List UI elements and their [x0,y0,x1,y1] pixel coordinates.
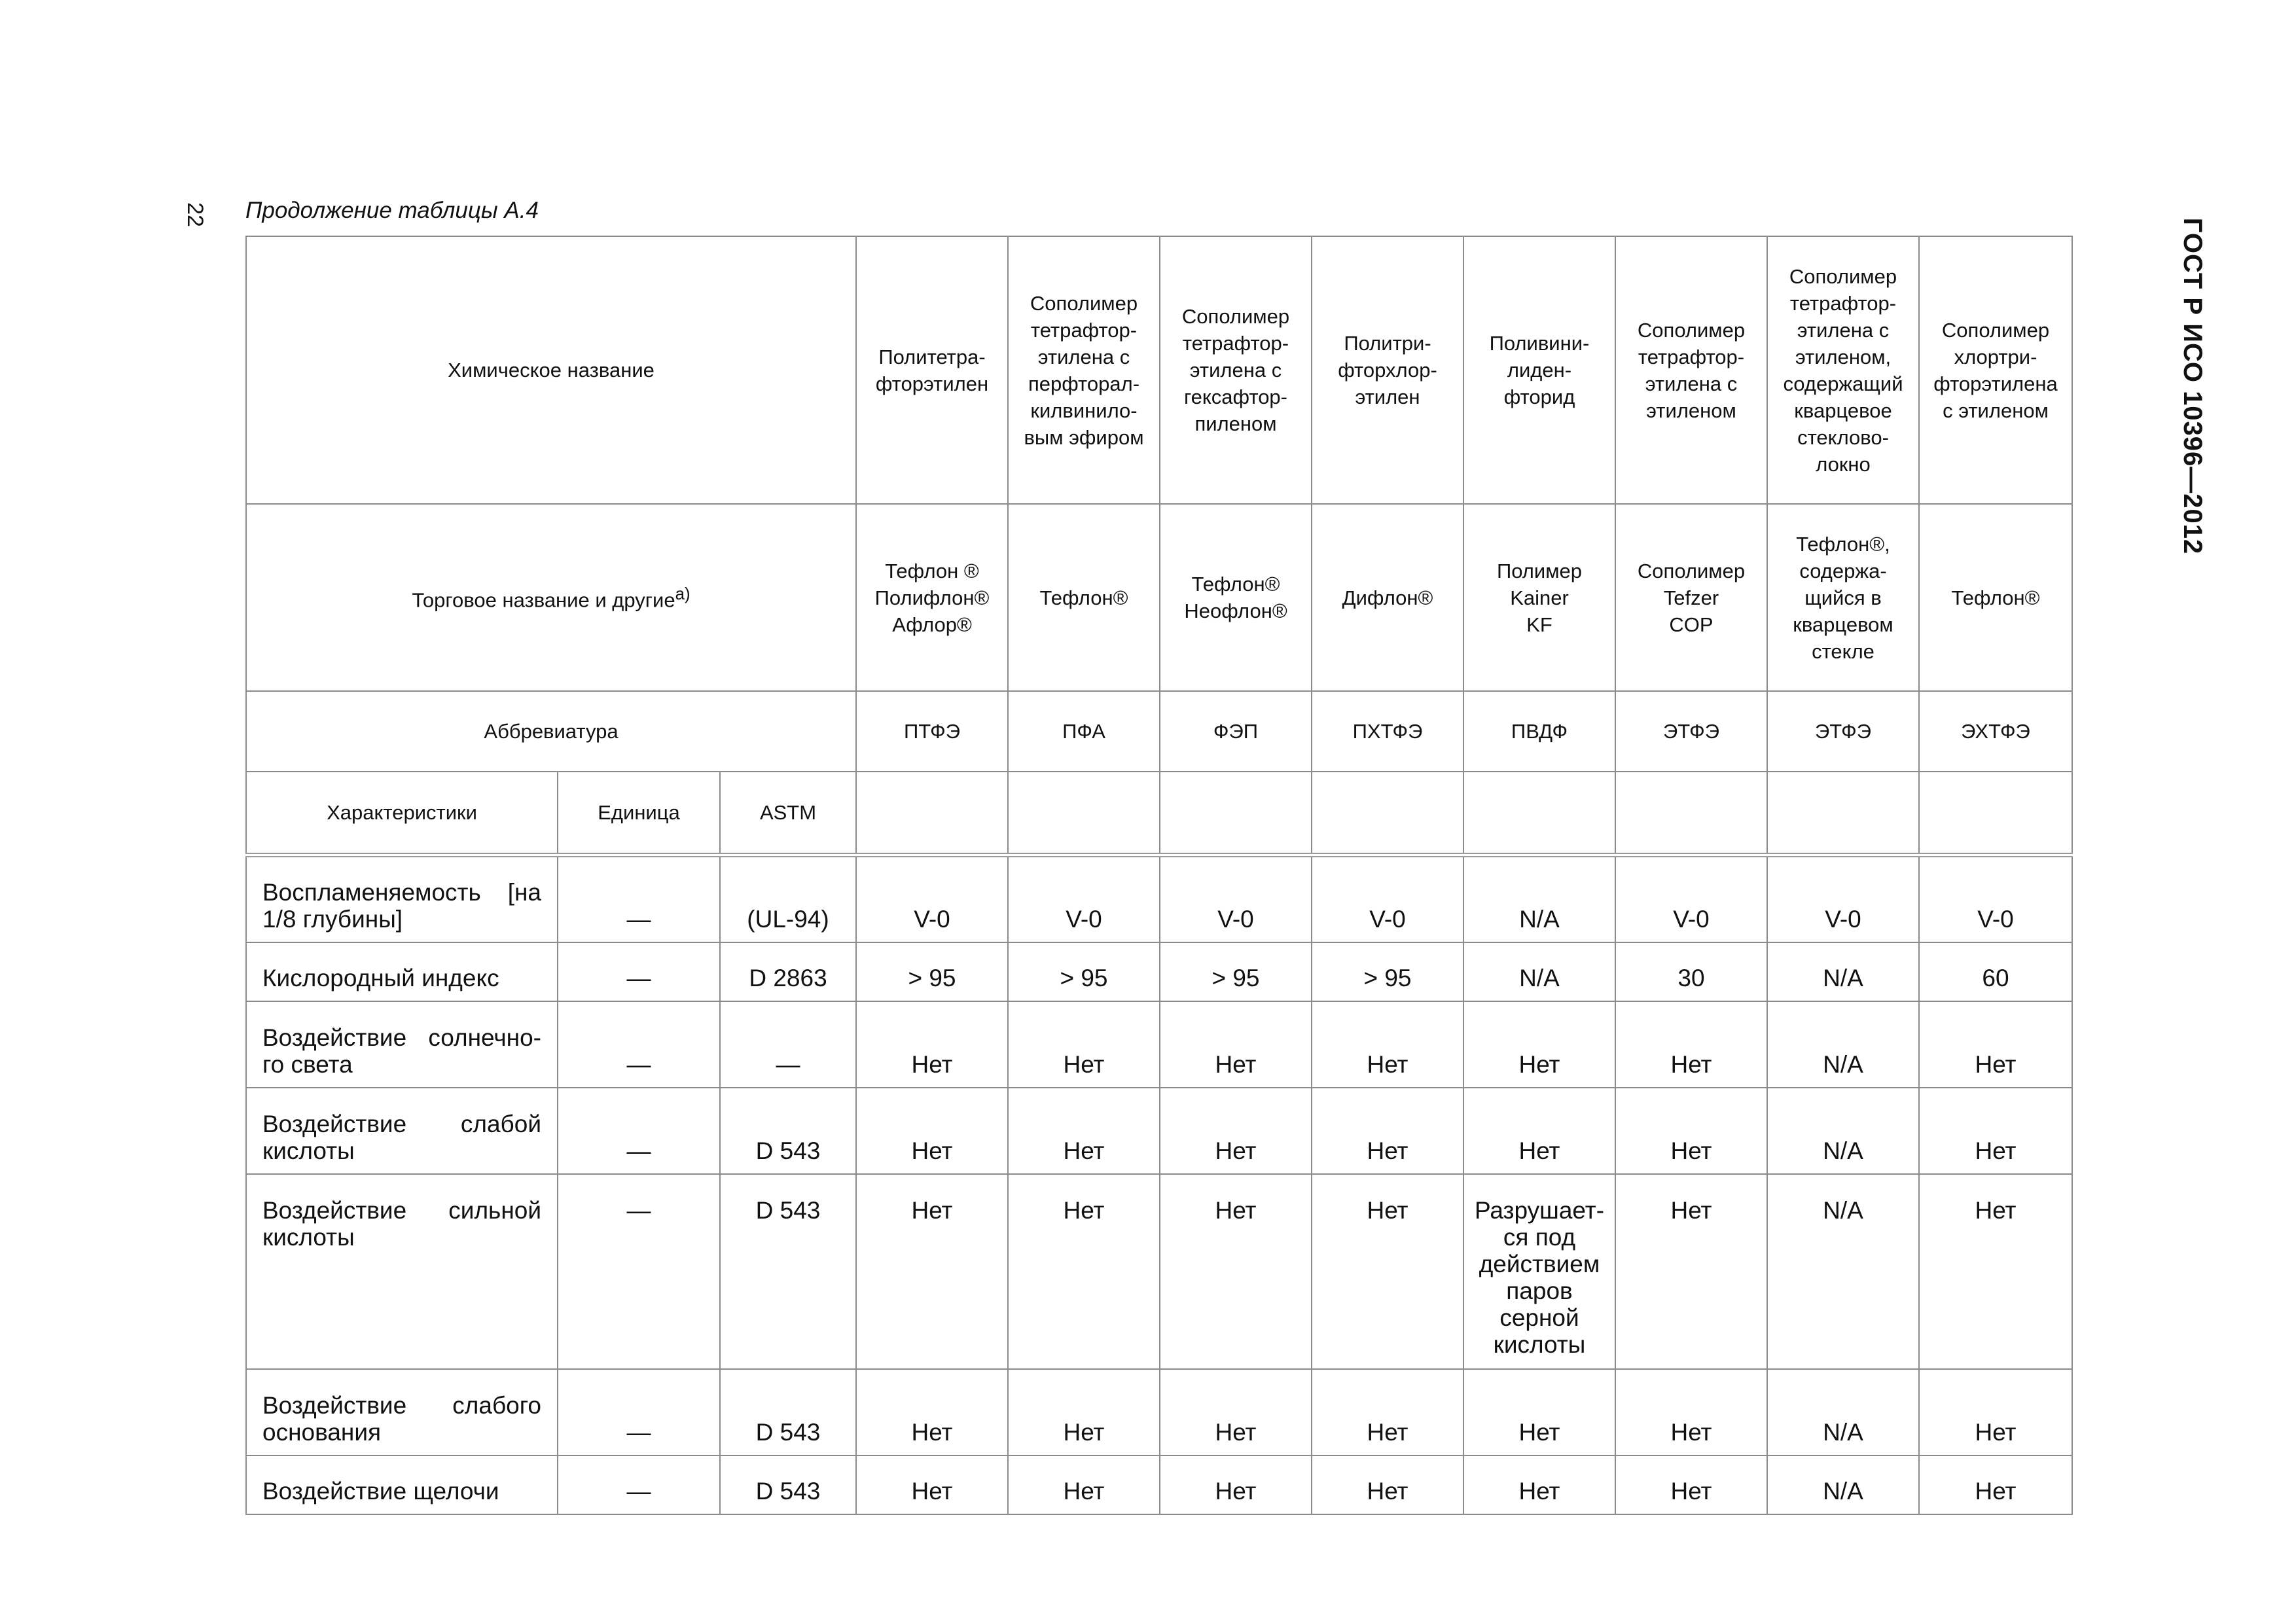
value-cell: Разрушает- ся под действием паров серной кислоты [1463,1174,1615,1369]
empty-header-cell [1463,772,1615,855]
value-cell: Нет [1919,1455,2072,1514]
value-cell: Нет [1312,1174,1463,1369]
value-cell: Нет [1919,1369,2072,1455]
footnote-mark: a) [675,585,691,604]
chemical-name-cell: Политри- фторхлор- этилен [1312,236,1463,504]
unit-cell: — [558,1088,720,1174]
unit-cell: — [558,1455,720,1514]
characteristics-header-row [246,772,2072,855]
value-cell: Нет [1008,1088,1160,1174]
value-cell: Нет [1615,1455,1767,1514]
trade-name-row [246,504,2072,691]
value-cell: N/A [1767,1455,1919,1514]
value-cell: N/A [1767,1001,1919,1088]
abbreviation-label: Аббревиатура [246,691,856,772]
value-cell: Нет [1160,1369,1312,1455]
value-cell: Нет [856,1088,1008,1174]
trade-name-cell: Тефлон® [1919,504,2072,691]
value-cell: V-0 [1919,855,2072,942]
abbreviation-cell: ПВДФ [1463,691,1615,772]
value-cell: Нет [1160,1455,1312,1514]
page-number: 22 [183,202,208,227]
astm-cell: D 543 [720,1174,856,1369]
chemical-name-cell: Сополимер тетрафтор- этилена с этиленом [1615,236,1767,504]
characteristic-label: Воздействие сильной кислоты [246,1174,558,1369]
value-cell: Нет [1160,1001,1312,1088]
table-row [246,1174,2072,1369]
chemical-name-cell: Политетра- фторэтилен [856,236,1008,504]
value-cell: V-0 [1008,855,1160,942]
chemical-name-cell: Сополимер хлортри- фторэтилена с этиленом [1919,236,2072,504]
chemical-name-cell: Сополимер тетрафтор- этилена с этиленом, содержащий кварцевое стеклово- локно [1767,236,1919,504]
value-cell: V-0 [856,855,1008,942]
astm-cell: — [720,1001,856,1088]
properties-table [245,236,2073,1515]
unit-cell: — [558,1174,720,1369]
value-cell: V-0 [1312,855,1463,942]
value-cell: Нет [1919,1174,2072,1369]
unit-label: Единица [558,772,720,855]
value-cell: Нет [1312,1455,1463,1514]
abbreviation-row [246,691,2072,772]
unit-cell: — [558,1369,720,1455]
astm-cell: D 543 [720,1369,856,1455]
value-cell: > 95 [1160,942,1312,1001]
value-cell: Нет [1008,1455,1160,1514]
value-cell: Нет [1615,1174,1767,1369]
characteristic-label: Кислородный индекс [246,942,558,1001]
empty-header-cell [1008,772,1160,855]
value-cell: > 95 [856,942,1008,1001]
characteristic-label: Воздействие солнечно-го света [246,1001,558,1088]
characteristic-label: Воздействие слабой кислоты [246,1088,558,1174]
value-cell: Нет [1463,1455,1615,1514]
value-cell: 60 [1919,942,2072,1001]
value-cell: Нет [1463,1088,1615,1174]
value-cell: Нет [1312,1088,1463,1174]
value-cell: Нет [1919,1088,2072,1174]
value-cell: Нет [1008,1174,1160,1369]
trade-name-cell: Тефлон® Неофлон® [1160,504,1312,691]
trade-name-cell: Тефлон® [1008,504,1160,691]
value-cell: Нет [1615,1369,1767,1455]
value-cell: Нет [1463,1369,1615,1455]
value-cell: N/A [1463,942,1615,1001]
chemical-name-row [246,236,2072,504]
value-cell: Нет [1615,1088,1767,1174]
value-cell: > 95 [1008,942,1160,1001]
abbreviation-cell: ПТФЭ [856,691,1008,772]
value-cell: Нет [856,1455,1008,1514]
characteristics-label: Характеристики [246,772,558,855]
characteristic-label: Воспламеняемость [на 1/8 глубины] [246,855,558,942]
unit-cell: — [558,942,720,1001]
trade-name-cell: Сополимер Tefzer COP [1615,504,1767,691]
value-cell: V-0 [1160,855,1312,942]
value-cell: Нет [856,1001,1008,1088]
trade-name-label: Торговое название и другие$^{a)}$ [246,504,856,691]
chemical-name-cell: Сополимер тетрафтор- этилена с перфторал- килвинило- вым эфиром [1008,236,1160,504]
table-row [246,1455,2072,1514]
value-cell: N/A [1463,855,1615,942]
value-cell: > 95 [1312,942,1463,1001]
value-cell: N/A [1767,1088,1919,1174]
abbreviation-cell: ЭТФЭ [1767,691,1919,772]
unit-cell: — [558,855,720,942]
standard-id: ГОСТ Р ИСО 10396—2012 [2178,217,2208,555]
astm-label: ASTM [720,772,856,855]
value-cell: 30 [1615,942,1767,1001]
value-cell: Нет [1615,1001,1767,1088]
value-cell: Нет [856,1174,1008,1369]
trade-name-cell: Дифлон® [1312,504,1463,691]
abbreviation-cell: ЭТФЭ [1615,691,1767,772]
abbreviation-cell: ПФА [1008,691,1160,772]
value-cell: N/A [1767,1369,1919,1455]
astm-cell: D 543 [720,1455,856,1514]
value-cell: Нет [1008,1001,1160,1088]
empty-header-cell [1615,772,1767,855]
table-row [246,855,2072,942]
astm-cell: (UL-94) [720,855,856,942]
unit-cell: — [558,1001,720,1088]
chemical-name-cell: Поливини- лиден- фторид [1463,236,1615,504]
value-cell: Нет [1919,1001,2072,1088]
empty-header-cell [1919,772,2072,855]
chemical-name-cell: Сополимер тетрафтор- этилена с гексафтор- пиленом [1160,236,1312,504]
value-cell: N/A [1767,1174,1919,1369]
table-caption: Продолжение таблицы А.4 [245,198,539,223]
value-cell: V-0 [1767,855,1919,942]
characteristic-label: Воздействие слабого основания [246,1369,558,1455]
value-cell: Нет [1160,1174,1312,1369]
value-cell: Нет [1463,1001,1615,1088]
table-row [246,1001,2072,1088]
value-cell: Нет [1312,1001,1463,1088]
value-cell: Нет [856,1369,1008,1455]
empty-header-cell [1312,772,1463,855]
trade-name-cell: Полимер Kainer KF [1463,504,1615,691]
value-cell: Нет [1008,1369,1160,1455]
table-row [246,1369,2072,1455]
characteristic-label: Воздействие щелочи [246,1455,558,1514]
value-cell: Нет [1312,1369,1463,1455]
value-cell: N/A [1767,942,1919,1001]
trade-name-cell: Тефлон ® Полифлон® Афлор® [856,504,1008,691]
astm-cell: D 543 [720,1088,856,1174]
chemical-name-label: Химическое название [246,236,856,504]
astm-cell: D 2863 [720,942,856,1001]
value-cell: Нет [1160,1088,1312,1174]
abbreviation-cell: ЭХТФЭ [1919,691,2072,772]
abbreviation-cell: ПХТФЭ [1312,691,1463,772]
empty-header-cell [1160,772,1312,855]
table-row [246,942,2072,1001]
value-cell: V-0 [1615,855,1767,942]
table-row [246,1088,2072,1174]
abbreviation-cell: ФЭП [1160,691,1312,772]
empty-header-cell [1767,772,1919,855]
empty-header-cell [856,772,1008,855]
trade-name-cell: Тефлон®, содержа- щийся в кварцевом стекле [1767,504,1919,691]
